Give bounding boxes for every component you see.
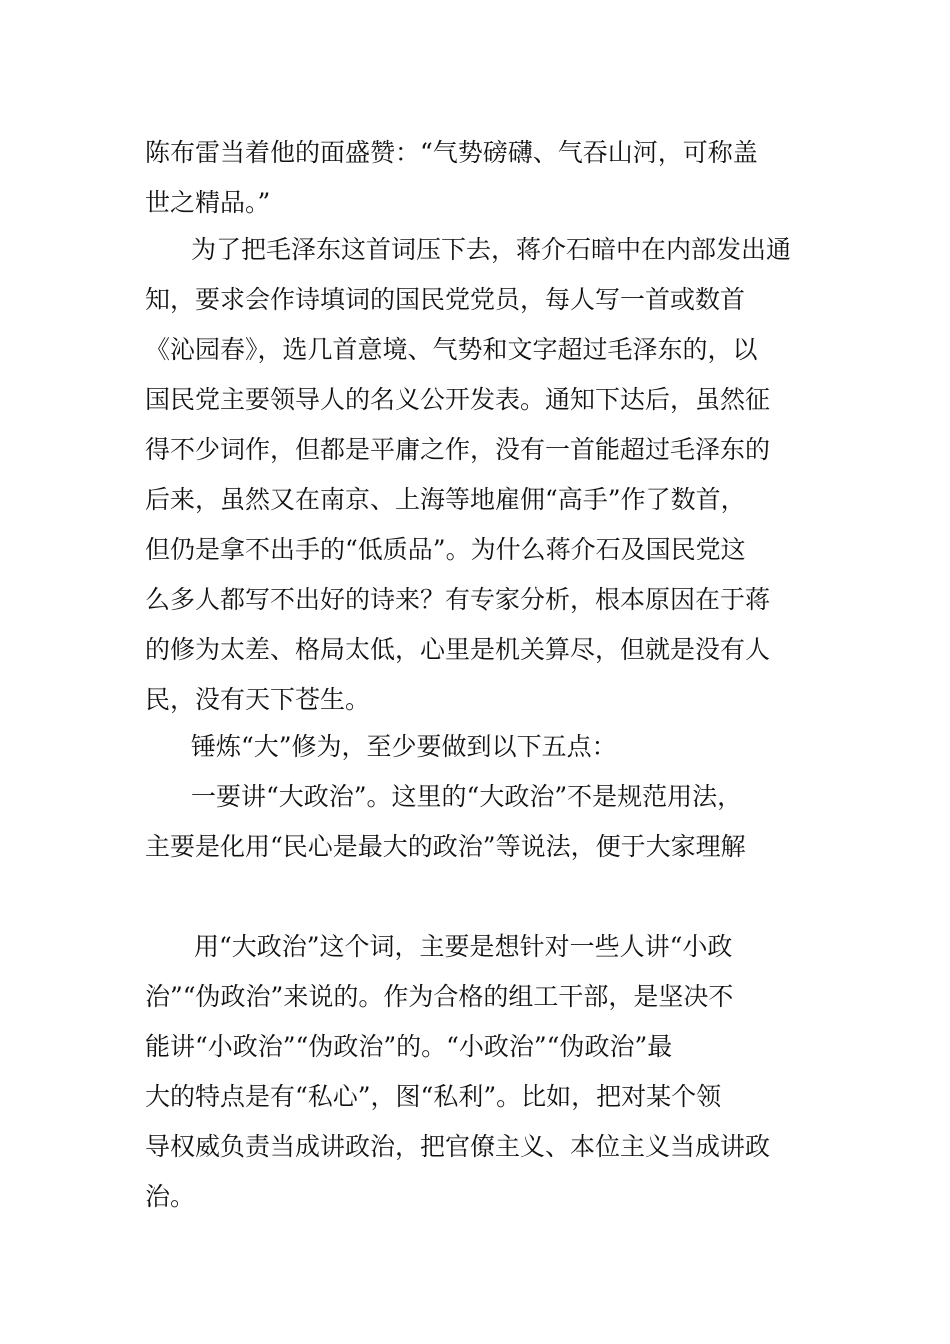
text-line: 治”“伪政治”来说的。作为合格的组工干部，是坚决不 (145, 982, 734, 1011)
text-line: 大的特点是有“私心”，图“私利”。比如，把对某个领 (145, 1082, 722, 1111)
text-line: 能讲“小政治”“伪政治”的。“小政治”“伪政治”最 (145, 1032, 673, 1061)
paragraph-first-line: 为了把毛泽东这首词压下去，蒋介石暗中在内部发出通 (191, 235, 792, 264)
paragraph-first-line: 一要讲“大政治”。这里的“大政治”不是规范用法， (191, 782, 743, 811)
text-line: 主要是化用“民心是最大的政治”等说法，便于大家理解 (145, 832, 746, 861)
text-line: 的修为太差、格局太低，心里是机关算尽，但就是没有人 (145, 635, 771, 664)
paragraph-first-line: 用“大政治”这个词，主要是想针对一些人讲“小政 (194, 932, 733, 961)
text-line: 国民党主要领导人的名义公开发表。通知下达后，虽然征 (145, 385, 771, 414)
paragraph-first-line: 锤炼“大”修为，至少要做到以下五点： (191, 732, 617, 761)
text-line: 但仍是拿不出手的“低质品”。为什么蒋介石及国民党这 (145, 535, 746, 564)
text-line: 得不少词作，但都是平庸之作，没有一首能超过毛泽东的 (145, 435, 771, 464)
text-line: 陈布雷当着他的面盛赞：“气势磅礴、气吞山河，可称盖 (145, 138, 758, 167)
text-line: 《沁园春》，选几首意境、气势和文字超过毛泽东的，以 (145, 335, 758, 364)
text-line: 后来，虽然又在南京、上海等地雇佣“高手”作了数首， (145, 485, 746, 514)
text-line: 导权威负责当成讲政治，把官僚主义、本位主义当成讲政 (145, 1132, 771, 1161)
text-line: 世之精品。” (145, 188, 271, 217)
text-line: 么多人都写不出好的诗来？有专家分析，根本原因在于蒋 (145, 585, 771, 614)
text-line: 知，要求会作诗填词的国民党党员，每人写一首或数首 (145, 285, 746, 314)
text-line: 民，没有天下苍生。 (145, 685, 371, 714)
text-line: 治。 (145, 1182, 196, 1211)
